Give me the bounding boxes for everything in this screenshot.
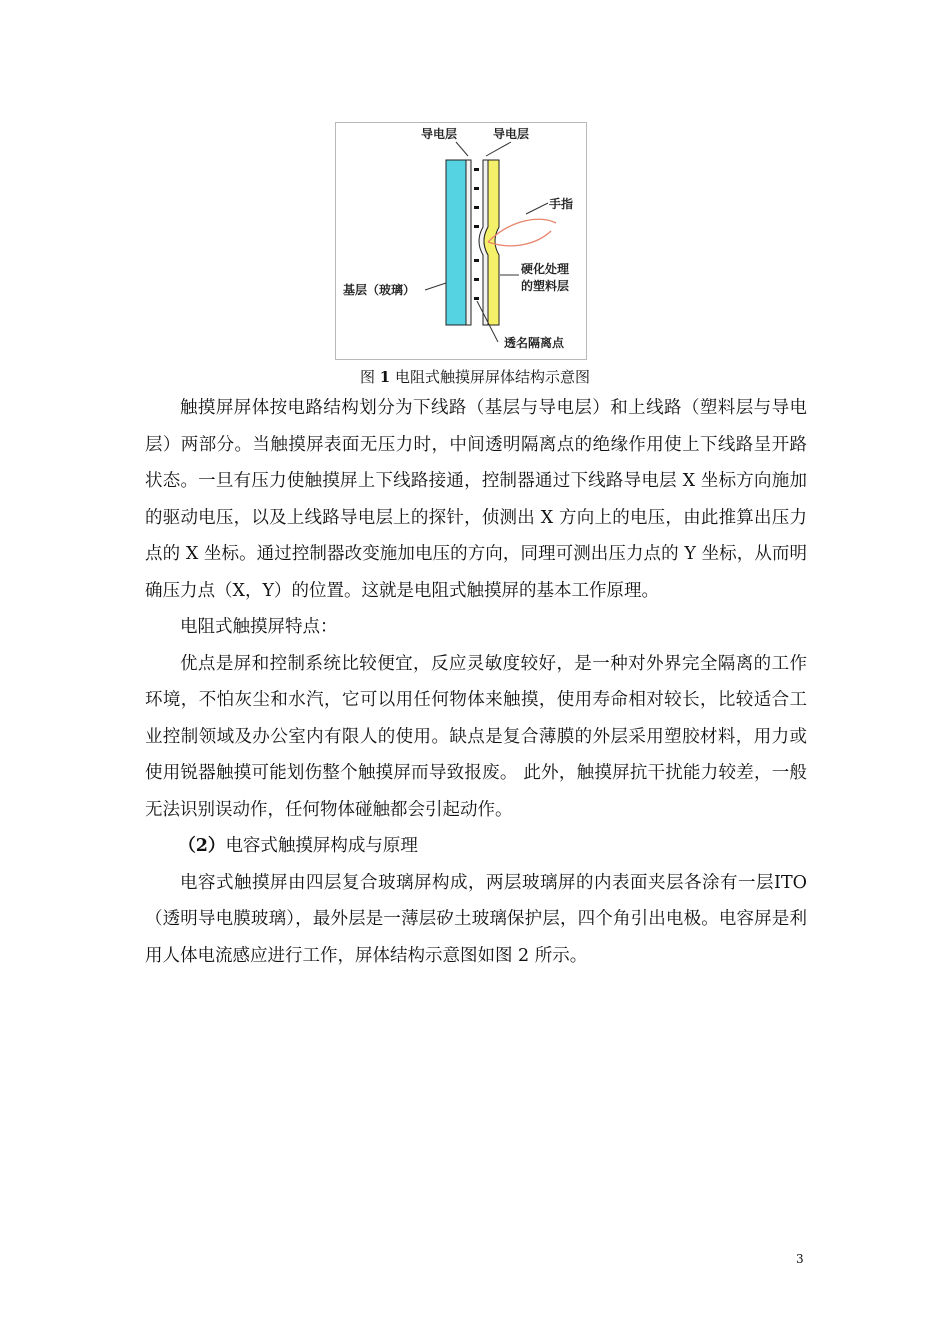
spacer-dots <box>474 168 479 300</box>
body-text <box>145 390 807 974</box>
label-substrate: 基层（玻璃） <box>343 283 416 297</box>
label-spacer-dots: 透名隔离点 <box>504 336 565 350</box>
section-heading-number: （2） <box>178 836 226 856</box>
figure-diagram <box>336 123 586 359</box>
section-heading-text: 电容式触摸屏构成与原理 <box>225 836 418 856</box>
figure-caption <box>0 366 950 388</box>
paragraph-capacitive: 电容式触摸屏由四层复合玻璃屏构成，两层玻璃屏的内表面夹层各涂有一层ITO（透明导电膜玻璃），最外层是一薄层矽土玻璃保护层，四个角引出电极。电容屏是利用人体电流感应进行工作，屏体结构示意图如图 2 所示。 <box>145 872 807 966</box>
caption-number: 1 <box>379 368 391 386</box>
page-number: 3 <box>796 1252 804 1266</box>
leader-substrate <box>425 283 446 290</box>
leader-conductive-left <box>456 142 468 156</box>
label-conductive-layer-left: 导电层 <box>421 127 458 141</box>
resistive-touchscreen-figure <box>335 122 587 360</box>
paragraph-principle: 触摸屏屏体按电路结构划分为下线路（基层与导电层）和上线路（塑料层与导电层）两部分。当触摸屏表面无压力时，中间透明隔离点的绝缘作用使上下线路呈开路状态。一旦有压力使触摸屏上下线路接通，控制器通过下线路导电层 X 坐标方向施加的驱动电压，以及上线路导电层上的探针，侦测出 X 方向上的电压，由此推算出压力点的 X 坐标。通过控制器改变施加电压的方向，同理可测出压力点的 Y 坐标，从而明确压力点（X，Y）的位置。这就是电阻式触摸屏的基本工作原理。 <box>145 398 807 601</box>
leader-conductive-right <box>486 142 511 156</box>
glass-substrate <box>446 160 466 325</box>
label-hardened-plastic-1: 硬化处理 <box>521 262 570 276</box>
leader-finger <box>526 203 548 214</box>
paragraph-features-title: 电阻式触摸屏特点： <box>180 617 338 637</box>
section-heading <box>145 828 807 865</box>
label-finger: 手指 <box>549 197 574 211</box>
lower-conductive-layer <box>466 160 471 325</box>
paragraph-pros-cons: 优点是屏和控制系统比较便宜，反应灵敏度较好，是一种对外界完全隔离的工作环境，不怕灰尘和水汽，它可以用任何物体来触摸，使用寿命相对较长，比较适合工业控制领域及办公室内有限人的使用。缺点是复合薄膜的外层采用塑胶材料，用力或使用锐器触摸可能划伤整个触摸屏而导致报废。 此外，触摸屏抗干扰能力较差，一般无法识别误动作，任何物体碰触都会引起动作。 <box>145 653 807 820</box>
label-conductive-layer-right: 导电层 <box>493 127 530 141</box>
label-hardened-plastic-2: 的塑料层 <box>521 279 570 293</box>
caption-text: 电阻式触摸屏屏体结构示意图 <box>395 368 591 386</box>
caption-prefix: 图 <box>359 368 375 386</box>
